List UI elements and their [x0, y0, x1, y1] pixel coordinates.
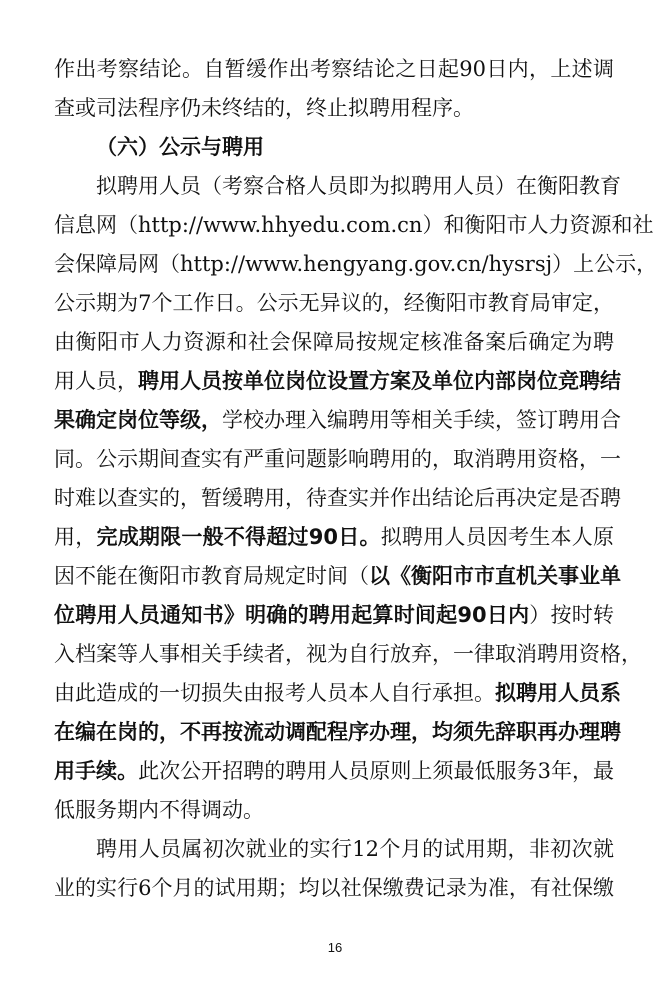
page-number: 16: [327, 940, 343, 955]
paragraph1-line-11: [54, 561, 621, 591]
paragraph1-line-14: [54, 678, 621, 708]
paragraph1-line-9: 时难以查实的，暂缓聘用，待查实并作出结论后再决定是否聘: [54, 486, 621, 510]
paragraph1-line-2: 信息网（http://www.hhyedu.com.cn）和衡阳市人力资源和社: [54, 213, 654, 237]
line-14-emphasis: 拟聘用人员系: [495, 681, 621, 705]
line-12-emphasis: 位聘用人员通知书》明确的聘用起算时间起90日内: [54, 603, 530, 627]
paragraph1-line-3: 会保障局网（http://www.hengyang.gov.cn/hysrsj）上公示，: [54, 252, 658, 276]
paragraph1-line-1: 拟聘用人员（考察合格人员即为拟聘用人员）在衡阳教育: [96, 174, 621, 198]
line-11-emphasis: 以《衡阳市市直机关事业单: [369, 564, 621, 588]
line-6-text: 用人员，: [54, 369, 138, 393]
paragraph2-line-2: 业的实行6个月的试用期；均以社保缴费记录为准，有社保缴: [54, 876, 614, 900]
paragraph1-line-13: 入档案等人事相关手续者，视为自行放弃，一律取消聘用资格，: [54, 642, 642, 666]
intro-line-1: 作出考察结论。自暂缓作出考察结论之日起90日内，上述调: [54, 57, 614, 81]
line-16-emphasis: 用手续。: [54, 759, 139, 783]
paragraph1-line-15: 在编在岗的，不再按流动调配程序办理，均须先辞职再办理聘: [54, 720, 621, 744]
line-12-text: ）按时转: [529, 603, 614, 627]
line-7-text: 学校办理入编聘用等相关手续，签订聘用合: [222, 408, 621, 432]
intro-line-2: 查或司法程序仍未终结的，终止拟聘用程序。: [54, 96, 474, 120]
paragraph1-line-8: 同。公示期间查实有严重问题影响聘用的，取消聘用资格，一: [54, 447, 621, 471]
paragraph1-line-12: [54, 600, 614, 630]
line-14-text: 由此造成的一切损失由报考人员本人自行承担。: [54, 681, 495, 705]
section-heading: （六）公示与聘用: [96, 135, 264, 159]
line-11-text: 因不能在衡阳市教育局规定时间（: [54, 564, 369, 588]
paragraph1-line-16: [54, 756, 614, 786]
paragraph1-line-5: 由衡阳市人力资源和社会保障局按规定核准备案后确定为聘: [54, 330, 614, 354]
paragraph1-line-7: [54, 405, 621, 435]
paragraph1-line-10: [54, 522, 614, 552]
paragraph1-line-6: [54, 366, 621, 396]
line-10-emphasis: 完成期限一般不得超过90日。: [96, 525, 381, 549]
paragraph1-line-17: 低服务期内不得调动。: [54, 798, 264, 822]
line-6-emphasis: 聘用人员按单位岗位设置方案及单位内部岗位竞聘结: [138, 369, 621, 393]
line-7-emphasis: 果确定岗位等级，: [54, 408, 222, 432]
line-16-text: 此次公开招聘的聘用人员原则上须最低服务3年，最: [138, 759, 615, 783]
line-10-text-a: 用，: [54, 525, 97, 549]
paragraph2-line-1: 聘用人员属初次就业的实行12个月的试用期，非初次就: [96, 837, 614, 861]
line-10-text-b: 拟聘用人员因考生本人原: [380, 525, 615, 549]
paragraph1-line-4: 公示期为7个工作日。公示无异议的，经衡阳市教育局审定，: [54, 291, 614, 315]
